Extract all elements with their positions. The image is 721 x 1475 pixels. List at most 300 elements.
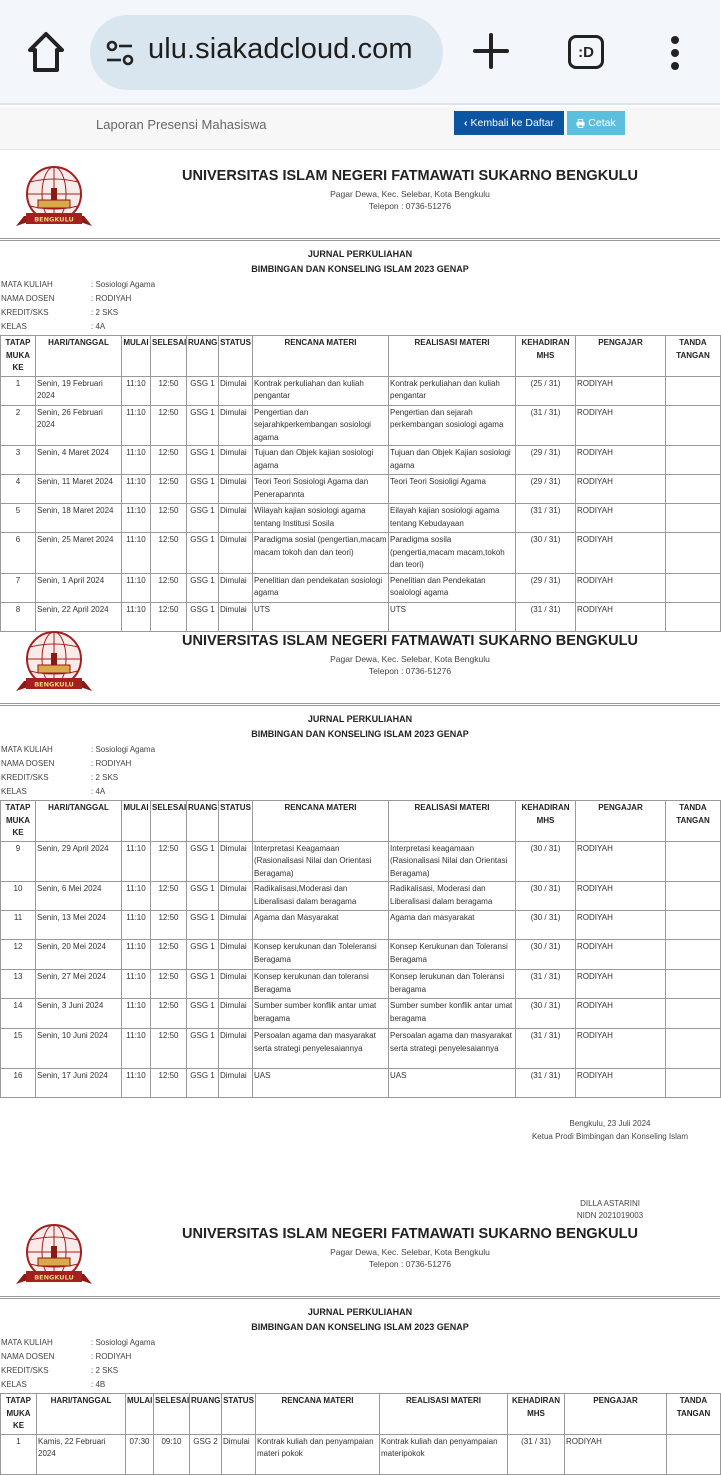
column-header: KEHADIRAN MHS: [516, 336, 576, 377]
journal-subtitle: BIMBINGAN DAN KONSELING ISLAM 2023 GENAP: [251, 729, 469, 739]
cell-date: Senin, 19 Februari 2024: [36, 376, 122, 405]
table-row: [1, 475, 721, 504]
cell-status: Dimulai: [219, 533, 253, 574]
cell-end: 12:50: [151, 999, 187, 1029]
meta-value: : Sosiologi Agama: [91, 745, 155, 754]
cell-attendance: (30 / 31): [516, 911, 576, 940]
cell-date: Senin, 13 Mei 2024: [36, 911, 122, 940]
cell-room: GSG 1: [187, 940, 219, 970]
cell-teacher: RODIYAH: [576, 376, 666, 405]
meta-value: : RODIYAH: [91, 1352, 131, 1361]
cell-no: 11: [1, 911, 36, 940]
cell-real: Radikalisasi, Moderasi dan Liberalisasi dalam beragama: [389, 882, 516, 911]
table-row: [1, 940, 721, 970]
cell-plan: Pengertian dan sejarahkperkembangan sosiologi agama: [253, 405, 389, 446]
table-row: [1, 602, 721, 631]
university-phone: Telepon : 0736-51276: [368, 1259, 452, 1269]
cell-date: Senin, 6 Mei 2024: [36, 882, 122, 911]
journal-title: JURNAL PERKULIAHAN: [307, 249, 413, 259]
column-header: RENCANA MATERI: [253, 801, 389, 842]
column-header: PENGAJAR: [565, 1394, 667, 1435]
column-header: RUANG: [190, 1394, 222, 1435]
meta-class: [1, 785, 105, 799]
cell-start: 11:10: [122, 882, 151, 911]
cell-sign: [666, 405, 721, 446]
meta-label: KELAS: [1, 787, 27, 796]
cell-status: Dimulai: [219, 970, 253, 999]
meta-value: : RODIYAH: [91, 294, 131, 303]
cell-teacher: RODIYAH: [576, 602, 666, 631]
column-header: KEHADIRAN MHS: [508, 1394, 565, 1435]
university-name: UNIVERSITAS ISLAM NEGERI FATMAWATI SUKARNO BENGKULU: [182, 633, 638, 649]
column-header: SELESAI: [151, 801, 187, 842]
cell-attendance: (30 / 31): [516, 533, 576, 574]
cell-no: 5: [1, 504, 36, 533]
cell-real: UTS: [389, 602, 516, 631]
print-button[interactable]: [567, 111, 625, 135]
cell-attendance: (31 / 31): [516, 1069, 576, 1098]
cell-attendance: (31 / 31): [516, 970, 576, 999]
cell-no: 10: [1, 882, 36, 911]
meta-value: : RODIYAH: [91, 759, 131, 768]
cell-real: Sumber sumber konflik antar umat beragama: [389, 999, 516, 1029]
column-header: TATAP MUKA KE: [1, 336, 36, 377]
cell-end: 12:50: [151, 882, 187, 911]
cell-sign: [666, 602, 721, 631]
column-header: MULAI: [126, 1394, 154, 1435]
column-header: PENGAJAR: [576, 336, 666, 377]
column-header: MULAI: [122, 801, 151, 842]
cell-teacher: RODIYAH: [576, 573, 666, 602]
home-icon[interactable]: [26, 30, 66, 74]
cell-sign: [667, 1434, 721, 1474]
column-header: MULAI: [122, 336, 151, 377]
print-button-label: Cetak: [588, 117, 616, 129]
table-row: [1, 999, 721, 1029]
meta-class: [1, 1378, 105, 1392]
cell-start: 11:10: [122, 446, 151, 475]
cell-end: 12:50: [151, 970, 187, 999]
cell-no: 2: [1, 405, 36, 446]
cell-room: GSG 1: [187, 533, 219, 574]
cell-no: 15: [1, 1029, 36, 1069]
cell-end: 12:50: [151, 504, 187, 533]
cell-real: UAS: [389, 1069, 516, 1098]
table-row: [1, 573, 721, 602]
university-address: Pagar Dewa, Kec. Selebar, Kota Bengkulu: [330, 1247, 490, 1257]
cell-sign: [666, 573, 721, 602]
cell-attendance: (30 / 31): [516, 999, 576, 1029]
logo-text: BENGKULU: [34, 1273, 74, 1282]
cell-teacher: RODIYAH: [576, 999, 666, 1029]
cell-start: 11:10: [122, 841, 151, 882]
cell-real: Konsep lerukunan dan Toleransi beragama: [389, 970, 516, 999]
cell-start: 11:10: [122, 970, 151, 999]
cell-date: Senin, 1 April 2024: [36, 573, 122, 602]
table-row: [1, 405, 721, 446]
cell-status: Dimulai: [219, 882, 253, 911]
cell-teacher: RODIYAH: [576, 1069, 666, 1098]
cell-end: 12:50: [151, 1029, 187, 1069]
table-row: [1, 882, 721, 911]
cell-start: 11:10: [122, 911, 151, 940]
cell-sign: [666, 1029, 721, 1069]
meta-label: KREDIT/SKS: [1, 773, 49, 782]
cell-no: 6: [1, 533, 36, 574]
table-row: [1, 911, 721, 940]
cell-date: Senin, 17 Juni 2024: [36, 1069, 122, 1098]
column-header: PENGAJAR: [576, 801, 666, 842]
header-divider: [0, 703, 720, 706]
cell-status: Dimulai: [222, 1434, 256, 1474]
cell-plan: UAS: [253, 1069, 389, 1098]
cell-real: Interpretasi keagamaan (Rasionalisasi Nilai dan Orientasi Beragama): [389, 841, 516, 882]
meta-course: [1, 743, 155, 757]
cell-end: 12:50: [151, 602, 187, 631]
table-row: [1, 1029, 721, 1069]
cell-sign: [666, 533, 721, 574]
meta-value: : 4A: [91, 787, 105, 796]
meta-lecturer: [1, 292, 131, 306]
meta-value: : 2 SKS: [91, 1366, 118, 1375]
cell-attendance: (29 / 31): [516, 446, 576, 475]
journal-table: [0, 335, 721, 632]
cell-room: GSG 1: [187, 882, 219, 911]
back-button-label: Kembali ke Daftar: [470, 117, 554, 129]
column-header: TATAP MUKA KE: [1, 801, 36, 842]
meta-course: [1, 1336, 155, 1350]
browser-toolbar: [0, 0, 720, 105]
cell-sign: [666, 504, 721, 533]
cell-date: Senin, 22 April 2024: [36, 602, 122, 631]
cell-sign: [666, 940, 721, 970]
meta-class: [1, 320, 105, 334]
cell-no: 9: [1, 841, 36, 882]
cell-plan: Paradigma sosial (pengertian,macam macam tokoh dan dan teori): [253, 533, 389, 574]
university-logo: [14, 164, 94, 234]
meta-label: KREDIT/SKS: [1, 308, 49, 317]
column-header: TANDA TANGAN: [666, 801, 721, 842]
page-toolbar: [0, 107, 720, 150]
column-header: KEHADIRAN MHS: [516, 801, 576, 842]
logo-text: BENGKULU: [34, 215, 74, 224]
cell-room: GSG 1: [187, 911, 219, 940]
cell-sign: [666, 1069, 721, 1098]
table-row: [1, 1069, 721, 1098]
cell-real: Persoalan agama dan masyarakat serta strategi penyelesaiannya: [389, 1029, 516, 1069]
cell-real: Penelitian dan Pendekatan soaiologi agama: [389, 573, 516, 602]
cell-no: 13: [1, 970, 36, 999]
cell-teacher: RODIYAH: [565, 1434, 667, 1474]
cell-date: Senin, 27 Mei 2024: [36, 970, 122, 999]
cell-start: 11:10: [122, 1069, 151, 1098]
cell-end: 12:50: [151, 376, 187, 405]
cell-start: 11:10: [122, 504, 151, 533]
cell-no: 16: [1, 1069, 36, 1098]
cell-status: Dimulai: [219, 1029, 253, 1069]
cell-room: GSG 1: [187, 602, 219, 631]
meta-credits: [1, 306, 118, 320]
column-header: TANDA TANGAN: [667, 1394, 721, 1435]
journal-table: [0, 800, 721, 1098]
university-phone: Telepon : 0736-51276: [368, 201, 452, 211]
signature-role: Ketua Prodi Bimbingan dan Konseling Islam: [531, 1132, 689, 1141]
journal-subtitle: BIMBINGAN DAN KONSELING ISLAM 2023 GENAP: [251, 1322, 469, 1332]
cell-status: Dimulai: [219, 602, 253, 631]
cell-attendance: (31 / 31): [516, 405, 576, 446]
cell-attendance: (29 / 31): [516, 573, 576, 602]
cell-no: 12: [1, 940, 36, 970]
column-header: HARI/TANGGAL: [36, 336, 122, 377]
tab-count: :D: [578, 43, 594, 61]
university-name: UNIVERSITAS ISLAM NEGERI FATMAWATI SUKARNO BENGKULU: [182, 1226, 638, 1242]
cell-date: Senin, 18 Maret 2024: [36, 504, 122, 533]
meta-credits: [1, 1364, 118, 1378]
meta-label: NAMA DOSEN: [1, 294, 55, 303]
cell-room: GSG 2: [190, 1434, 222, 1474]
meta-label: MATA KULIAH: [1, 1338, 53, 1347]
cell-end: 12:50: [151, 475, 187, 504]
site-settings-icon[interactable]: [104, 37, 136, 69]
university-phone: Telepon : 0736-51276: [368, 666, 452, 676]
cell-start: 11:10: [122, 573, 151, 602]
cell-plan: UTS: [253, 602, 389, 631]
cell-date: Senin, 3 Juni 2024: [36, 999, 122, 1029]
back-to-list-button[interactable]: [454, 111, 564, 135]
column-header: RENCANA MATERI: [253, 336, 389, 377]
cell-status: Dimulai: [219, 841, 253, 882]
table-row: [1, 446, 721, 475]
cell-teacher: RODIYAH: [576, 475, 666, 504]
cell-end: 12:50: [151, 533, 187, 574]
cell-status: Dimulai: [219, 446, 253, 475]
header-divider: [0, 238, 720, 241]
cell-attendance: (30 / 31): [516, 882, 576, 911]
cell-start: 11:10: [122, 376, 151, 405]
cell-sign: [666, 376, 721, 405]
cell-plan: Tujuan dan Objek kajian sosiologi agama: [253, 446, 389, 475]
cell-plan: Konsep kerukunan dan toleransi Beragama: [253, 970, 389, 999]
cell-sign: [666, 475, 721, 504]
cell-status: Dimulai: [219, 940, 253, 970]
column-header: RENCANA MATERI: [256, 1394, 380, 1435]
cell-attendance: (30 / 31): [516, 841, 576, 882]
cell-attendance: (31 / 31): [508, 1434, 565, 1474]
cell-sign: [666, 841, 721, 882]
cell-attendance: (31 / 31): [516, 602, 576, 631]
cell-real: Tujuan dan Objek Kajian sosiologi agama: [389, 446, 516, 475]
university-address: Pagar Dewa, Kec. Selebar, Kota Bengkulu: [330, 189, 490, 199]
cell-teacher: RODIYAH: [576, 970, 666, 999]
meta-label: KELAS: [1, 1380, 27, 1389]
cell-room: GSG 1: [187, 1029, 219, 1069]
cell-plan: Sumber sumber konflik antar umat beragama: [253, 999, 389, 1029]
cell-attendance: (31 / 31): [516, 504, 576, 533]
cell-attendance: (29 / 31): [516, 475, 576, 504]
cell-no: 1: [1, 1434, 37, 1474]
column-header: SELESAI: [154, 1394, 190, 1435]
table-header-row: [1, 336, 721, 377]
signature-place-date: Bengkulu, 23 Juli 2024: [569, 1119, 651, 1128]
university-address: Pagar Dewa, Kec. Selebar, Kota Bengkulu: [330, 654, 490, 664]
cell-end: 12:50: [151, 911, 187, 940]
university-logo: [14, 629, 94, 699]
cell-plan: Wilayah kajian sosiologi agama tentang Institusi Sosila: [253, 504, 389, 533]
cell-status: Dimulai: [219, 911, 253, 940]
meta-value: : Sosiologi Agama: [91, 1338, 155, 1347]
column-header: REALISASI MATERI: [389, 801, 516, 842]
cell-status: Dimulai: [219, 999, 253, 1029]
column-header: RUANG: [187, 336, 219, 377]
cell-plan: Kontrak kuliah dan penyampaian materi pokok: [256, 1434, 380, 1474]
column-header: SELESAI: [151, 336, 187, 377]
cell-no: 4: [1, 475, 36, 504]
table-header-row: [1, 801, 721, 842]
cell-teacher: RODIYAH: [576, 841, 666, 882]
university-logo: [14, 1222, 94, 1292]
cell-date: Senin, 10 Juni 2024: [36, 1029, 122, 1069]
cell-teacher: RODIYAH: [576, 940, 666, 970]
cell-status: Dimulai: [219, 376, 253, 405]
meta-value: : 2 SKS: [91, 773, 118, 782]
cell-plan: Teori Teori Sosiologi Agama dan Penerapannta: [253, 475, 389, 504]
journal-subtitle: BIMBINGAN DAN KONSELING ISLAM 2023 GENAP: [251, 264, 469, 274]
cell-room: GSG 1: [187, 504, 219, 533]
table-row: [1, 1434, 721, 1474]
cell-sign: [666, 970, 721, 999]
cell-real: Kontrak perkuliahan dan kuliah pengantar: [389, 376, 516, 405]
cell-plan: Persoalan agama dan masyarakat serta strategi penyelesaiannya: [253, 1029, 389, 1069]
cell-date: Senin, 25 Maret 2024: [36, 533, 122, 574]
cell-room: GSG 1: [187, 841, 219, 882]
meta-label: KELAS: [1, 322, 27, 331]
cell-teacher: RODIYAH: [576, 1029, 666, 1069]
cell-date: Senin, 26 Februari 2024: [36, 405, 122, 446]
tab-switcher-icon[interactable]: [568, 35, 604, 69]
cell-date: Senin, 29 April 2024: [36, 841, 122, 882]
cell-status: Dimulai: [219, 475, 253, 504]
cell-sign: [666, 446, 721, 475]
table-row: [1, 841, 721, 882]
university-name: UNIVERSITAS ISLAM NEGERI FATMAWATI SUKARNO BENGKULU: [182, 168, 638, 184]
meta-lecturer: [1, 757, 131, 771]
cell-end: 12:50: [151, 405, 187, 446]
cell-teacher: RODIYAH: [576, 533, 666, 574]
cell-status: Dimulai: [219, 1069, 253, 1098]
cell-plan: Konsep kerukunan dan Toleleransi Beragama: [253, 940, 389, 970]
cell-teacher: RODIYAH: [576, 504, 666, 533]
meta-label: KREDIT/SKS: [1, 1366, 49, 1375]
cell-end: 12:50: [151, 841, 187, 882]
signature-name: DILLA ASTARINI: [580, 1199, 640, 1208]
cell-start: 07:30: [126, 1434, 154, 1474]
cell-end: 12:50: [151, 940, 187, 970]
cell-date: Senin, 4 Maret 2024: [36, 446, 122, 475]
cell-plan: Interpretasi Keagamaan (Rasionalisasi Nilai dan Orientasi Beragama): [253, 841, 389, 882]
url-text[interactable]: ulu.siakadcloud.com: [148, 33, 413, 65]
cell-real: Teori Teori Sosioligi Agama: [389, 475, 516, 504]
journal-title: JURNAL PERKULIAHAN: [307, 714, 413, 724]
journal-table: [0, 1393, 721, 1475]
cell-room: GSG 1: [187, 376, 219, 405]
meta-value: : 4A: [91, 322, 105, 331]
meta-value: : 4B: [91, 1380, 105, 1389]
cell-teacher: RODIYAH: [576, 446, 666, 475]
cell-start: 11:10: [122, 533, 151, 574]
cell-room: GSG 1: [187, 1069, 219, 1098]
printer-icon: [576, 119, 585, 128]
cell-attendance: (30 / 31): [516, 940, 576, 970]
cell-status: Dimulai: [219, 504, 253, 533]
logo-text: BENGKULU: [34, 680, 74, 689]
cell-real: Agama dan masyarakat: [389, 911, 516, 940]
cell-end: 12:50: [151, 573, 187, 602]
signature-nidn: NIDN 2021019003: [576, 1211, 644, 1220]
cell-date: Kamis, 22 Februari 2024: [37, 1434, 126, 1474]
cell-start: 11:10: [122, 602, 151, 631]
cell-attendance: (31 / 31): [516, 1029, 576, 1069]
more-menu-icon[interactable]: [668, 36, 682, 70]
cell-real: Kontrak kuliah dan penyampaian materipokok: [380, 1434, 508, 1474]
table-row: [1, 970, 721, 999]
table-row: [1, 376, 721, 405]
meta-label: MATA KULIAH: [1, 745, 53, 754]
new-tab-plus-icon[interactable]: [472, 32, 510, 70]
cell-room: GSG 1: [187, 475, 219, 504]
cell-real: Paradigma sosila (pengertia,macam macam,tokoh dan teori): [389, 533, 516, 574]
table-row: [1, 533, 721, 574]
cell-start: 11:10: [122, 999, 151, 1029]
cell-sign: [666, 882, 721, 911]
column-header: REALISASI MATERI: [380, 1394, 508, 1435]
column-header: STATUS: [222, 1394, 256, 1435]
column-header: STATUS: [219, 336, 253, 377]
cell-no: 14: [1, 999, 36, 1029]
cell-status: Dimulai: [219, 573, 253, 602]
cell-attendance: (25 / 31): [516, 376, 576, 405]
cell-no: 7: [1, 573, 36, 602]
cell-real: Konsep Kerukunan dan Toleransi Beragama: [389, 940, 516, 970]
column-header: HARI/TANGGAL: [36, 801, 122, 842]
cell-plan: Kontrak perkuliahan dan kuliah pengantar: [253, 376, 389, 405]
cell-no: 1: [1, 376, 36, 405]
table-header-row: [1, 1394, 721, 1435]
cell-no: 3: [1, 446, 36, 475]
cell-status: Dimulai: [219, 405, 253, 446]
cell-teacher: RODIYAH: [576, 882, 666, 911]
cell-start: 11:10: [122, 940, 151, 970]
cell-room: GSG 1: [187, 446, 219, 475]
cell-teacher: RODIYAH: [576, 405, 666, 446]
cell-teacher: RODIYAH: [576, 911, 666, 940]
cell-date: Senin, 20 Mei 2024: [36, 940, 122, 970]
cell-real: Pengertian dan sejarah perkembangan sosiologi agama: [389, 405, 516, 446]
column-header: RUANG: [187, 801, 219, 842]
cell-end: 12:50: [151, 446, 187, 475]
meta-label: MATA KULIAH: [1, 280, 53, 289]
header-divider: [0, 1296, 720, 1299]
cell-start: 11:10: [122, 475, 151, 504]
meta-label: NAMA DOSEN: [1, 759, 55, 768]
cell-room: GSG 1: [187, 999, 219, 1029]
meta-value: : Sosiologi Agama: [91, 280, 155, 289]
meta-course: [1, 278, 155, 292]
table-row: [1, 504, 721, 533]
meta-credits: [1, 771, 118, 785]
cell-room: GSG 1: [187, 405, 219, 446]
meta-lecturer: [1, 1350, 131, 1364]
cell-sign: [666, 999, 721, 1029]
